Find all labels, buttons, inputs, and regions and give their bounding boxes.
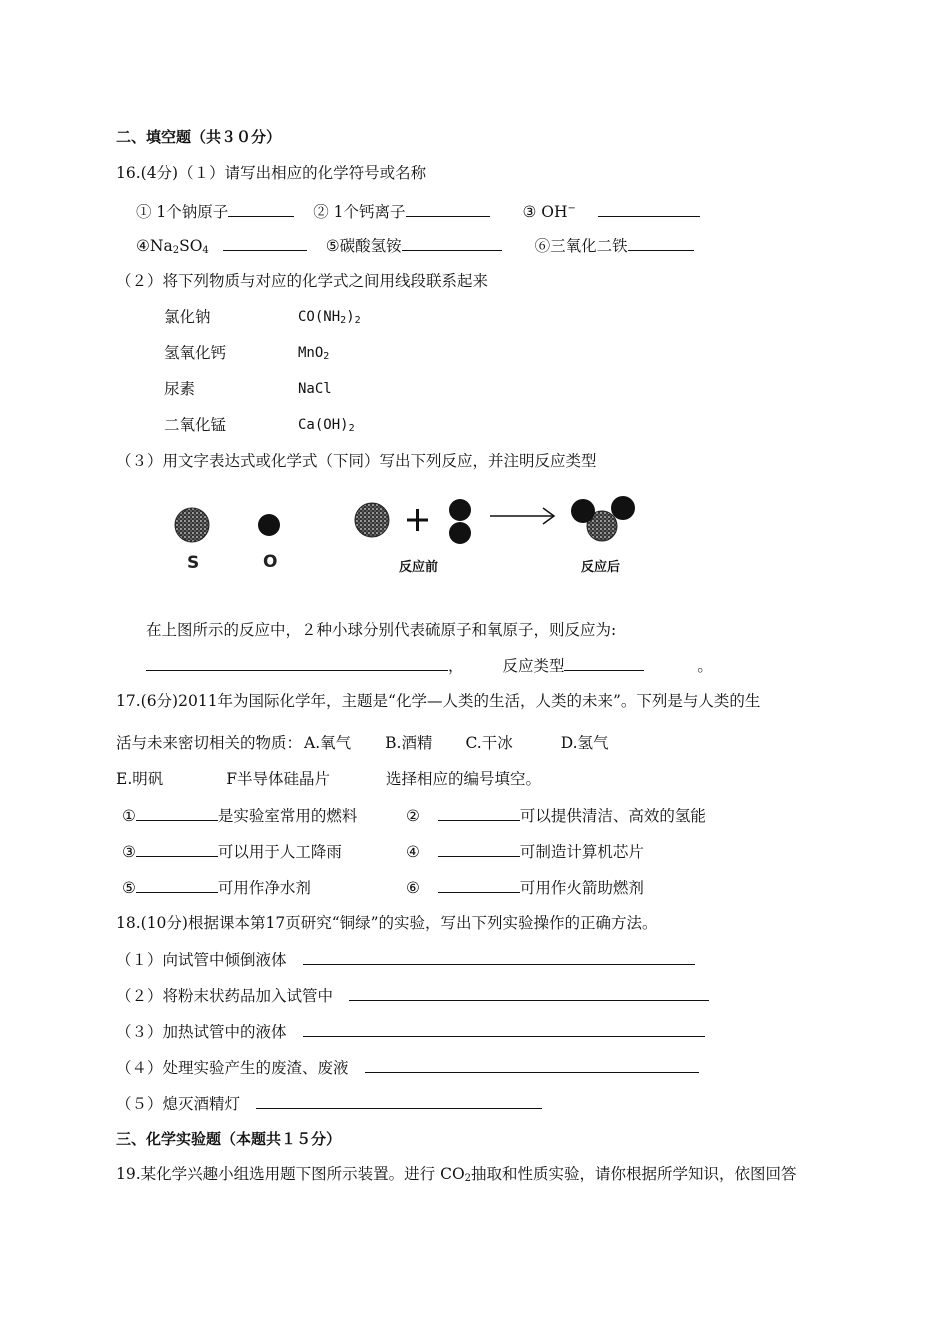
- q17-item: ⑥ 可用作火箭助燃剂: [406, 879, 644, 897]
- q17-item: ② 可以提供清洁、高效的氢能: [406, 807, 706, 825]
- formula: $Ca(OH)_2$: [298, 417, 355, 434]
- oxygen-atom-legend: [258, 514, 280, 536]
- option-b: B.酒精: [385, 734, 433, 752]
- formula: MnO$_2$: [298, 345, 330, 362]
- section-title: 三、化学实验题（本题共１５分）: [116, 1130, 342, 1148]
- sulfur-atom-legend: [175, 508, 209, 542]
- answer-blank[interactable]: [136, 841, 218, 857]
- question-17-stem: 17.(6分)2011年为国际化学年，主题是“化学—人类的生活，人类的未来”。下列是与人类的生: [116, 692, 761, 710]
- q18-item: （２）将粉末状药品加入试管中: [116, 985, 709, 1006]
- substance-name: 氢氧化钙: [164, 344, 227, 362]
- answer-blank[interactable]: [303, 1021, 705, 1037]
- answer-blank[interactable]: [256, 1093, 542, 1109]
- label-after: 反应后: [581, 560, 621, 575]
- answer-blank[interactable]: [598, 201, 700, 217]
- q17-instruction: 选择相应的编号填空。: [386, 770, 542, 788]
- question-16-stem: 16.(4分)（１）请写出相应的化学符号或名称: [116, 164, 427, 182]
- q17-item: ④ 可制造计算机芯片: [406, 843, 644, 861]
- answer-blank[interactable]: [365, 1057, 699, 1073]
- plus-sign: [407, 509, 428, 531]
- q18-item: （４）处理实验产生的废渣、废液: [116, 1057, 699, 1078]
- option-d: D.氢气: [560, 734, 609, 752]
- q17-item: ③ 可以用于人工降雨: [122, 843, 342, 861]
- question-18-stem: 18.(10分)根据课本第17页研究“铜绿”的实验，写出下列实验操作的正确方法。: [116, 914, 658, 932]
- question-19-stem: 19.某化学兴趣小组选用题下图所示装置。进行 $CO_2$抽取和性质实验，请你根据所学知识，依图回答: [116, 1165, 797, 1184]
- option-f: F半导体硅晶片: [226, 770, 331, 788]
- q17-item: ⑤ 可用作净水剂: [122, 879, 311, 897]
- substance-name: 氯化钠: [164, 308, 211, 326]
- q16-item-6: ⑥三氧化二铁: [534, 237, 628, 255]
- label-s: S: [187, 553, 200, 573]
- answer-blank[interactable]: [228, 201, 294, 217]
- label-o: O: [263, 552, 278, 572]
- q16-row2: [136, 235, 694, 261]
- option-a: A.氧气: [304, 734, 352, 752]
- q16-diagram-desc: 在上图所示的反应中，２种小球分别代表硫原子和氧原子，则反应为:: [146, 621, 617, 639]
- answer-blank[interactable]: [438, 841, 520, 857]
- q16-item-3: ③ OH−: [522, 203, 576, 221]
- answer-blank[interactable]: [146, 655, 448, 671]
- reactant-sulfur: [355, 503, 389, 537]
- reaction-arrow: [490, 508, 554, 524]
- answer-blank[interactable]: [438, 805, 520, 821]
- option-c: C.干冰: [465, 734, 513, 752]
- answer-blank[interactable]: [402, 235, 502, 251]
- substance-name: 尿素: [164, 380, 196, 398]
- answer-blank[interactable]: [406, 201, 490, 217]
- answer-blank[interactable]: [136, 805, 218, 821]
- answer-blank[interactable]: [349, 985, 709, 1001]
- answer-blank[interactable]: [438, 877, 520, 893]
- product-so2-molecule: [571, 496, 635, 541]
- answer-blank[interactable]: [564, 655, 644, 671]
- q17-item: ① 是实验室常用的燃料: [122, 807, 358, 825]
- section-title: 二、填空题（共３０分）: [116, 128, 282, 146]
- reactant-o2-molecule: [449, 499, 471, 544]
- q16-item-5: ⑤碳酸氢铵: [325, 237, 402, 255]
- q18-item: （３）加热试管中的液体: [116, 1021, 705, 1042]
- q16-part3: （３）用文字表达式或化学式（下同）写出下列反应，并注明反应类型: [116, 452, 597, 470]
- answer-blank[interactable]: [303, 949, 695, 965]
- q16-item-4: $④Na_2SO_4$: [136, 237, 209, 256]
- q16-row1: [136, 199, 700, 222]
- reaction-diagram: [160, 488, 650, 588]
- q16-part2: （２）将下列物质与对应的化学式之间用线段联系起来: [116, 272, 489, 290]
- q18-item: （１）向试管中倾倒液体: [116, 949, 695, 970]
- formula: $CO(NH_2)_2$: [298, 309, 361, 326]
- q16-item-2: ② 1个钙离子: [313, 203, 406, 221]
- q17-options-line2: [116, 769, 541, 789]
- answer-blank[interactable]: [136, 877, 218, 893]
- option-e: E.明矾: [116, 770, 164, 788]
- formula: NaCl: [298, 381, 332, 397]
- q16-item-1: ① 1个钠原子: [136, 203, 229, 221]
- label-before: 反应前: [399, 560, 439, 575]
- q16-answer-row: ， 反应类型 。: [146, 655, 713, 676]
- answer-blank[interactable]: [628, 235, 694, 251]
- q17-options-line: 活与未来密切相关的物质： A.氧气 B.酒精 C.干冰 D.氢气: [116, 734, 609, 752]
- answer-blank[interactable]: [223, 235, 307, 251]
- q18-item: （５）熄灭酒精灯: [116, 1093, 542, 1114]
- reaction-type-label: 反应类型: [502, 657, 565, 675]
- substance-name: 二氧化锰: [164, 416, 227, 434]
